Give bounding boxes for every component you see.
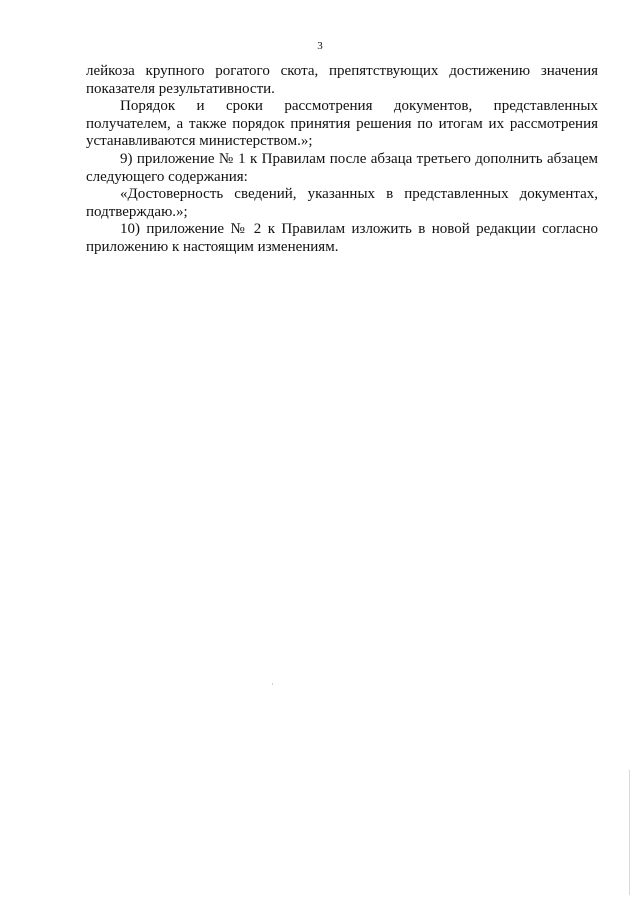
paragraph-quote: «Достоверность сведений, указанных в представленных документах, подтверждаю.»;: [86, 186, 598, 220]
paragraph-continuation: лейкоза крупного рогатого скота, препятствующих достижению значения показателя результативности.: [86, 63, 598, 97]
paragraph-item-10: 10) приложение № 2 к Правилам изложить в новой редакции согласно приложению к настоящим изменениям.: [86, 221, 598, 255]
page-number: 3: [317, 40, 323, 52]
paragraph-review-procedure: Порядок и сроки рассмотрения документов, представленных получателем, а также порядок принятия решения по итогам их рассмотрения устанавливаются министерством.»;: [86, 98, 598, 150]
document-body: [86, 63, 598, 257]
paragraph-item-9: 9) приложение № 1 к Правилам после абзаца третьего дополнить абзацем следующего содержания:: [86, 150, 598, 185]
scan-artifact-edge: [629, 770, 630, 895]
scan-artifact-dot: [272, 683, 273, 685]
